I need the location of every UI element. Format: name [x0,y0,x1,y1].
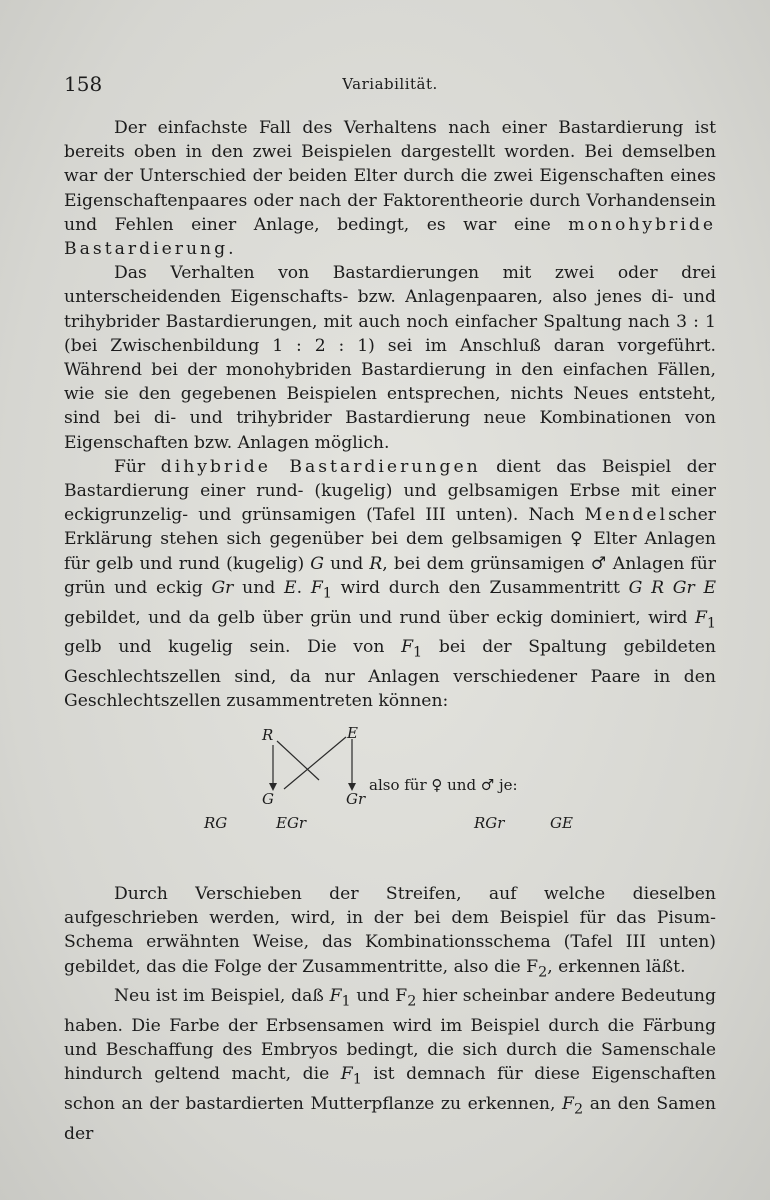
text-run: Neu ist im Beispiel, daß [114,986,330,1007]
italic-symbol: G R Gr E [628,577,717,598]
body-text-lower [64,882,716,1146]
combination-egr: EGr [276,814,307,833]
page-header [64,72,716,96]
italic-symbol: F [694,607,707,628]
body-text-upper [64,116,716,833]
text-run: Für [114,456,161,477]
text-run: , bei dem grünsamigen ♂ Anlagen für grün und eckig [64,553,716,598]
page-number: 158 [64,72,103,96]
subscript: 2 [538,964,548,981]
text-run: und [324,553,370,574]
subscript: 2 [573,1101,584,1118]
subscript: 1 [341,993,351,1010]
spaced-term: monohybride Bastardierung [64,214,716,260]
text-run: wird durch den Zusammentritt [331,577,629,598]
italic-symbol: Gr [211,577,234,598]
combination-rg: RG [204,814,228,833]
line-e-to-g [284,737,346,789]
subscript: 1 [413,644,423,661]
subscript: 1 [352,1071,362,1088]
text-run: und [233,577,285,598]
text-run: Durch Verschieben der Streifen, auf welche dieselben aufgeschrieben werden, wird, in der bei dem Beispiel für das Pisum-Schema erwähnten Weise, das Kombinationsschema (Tafel III unten) gebildet, das die Folge der Zusammentritte, also die F [64,884,716,977]
text-run: scher Erklärung stehen sich gegenüber bei dem gelbsamigen ♀ Elter Anlagen für gelb und rund (kugelig) [64,505,716,574]
spaced-name: Mendel [584,505,669,526]
text-run: bei der Spaltung gebildeten Geschlechtszellen sind, da nur Anlagen verschiedener Paare in den Geschlechtszellen zusammentreten können: [64,637,716,711]
text-run: hier scheinbar andere Bedeutung haben. Die Farbe der Erbsensamen wird im Beispiel durch die Färbung und Beschaffung des Embryos bedingt, die sich durch die Samenschale hindurch geltend macht, die [64,986,716,1085]
text-run: Der einfachste Fall des Verhaltens nach einer Bastardierung ist bereits oben in den zwei Beispielen dargestellt worden. Bei demselben war der Unterschied der beiden Elter durch die zwei Eigenschaften eines Eigenschaftenpaares oder nach der Faktorentheorie durch Vorhandensein und Fehlen einer Anlage, bedingt, es war eine [64,118,716,235]
text-run: ist demnach für diese Eigenschaften schon an der bastardierten Mutterpflanze zu erkennen, [64,1064,716,1114]
subscript: 1 [322,585,332,602]
paragraph-4 [64,882,716,984]
combination-ge: GE [550,814,573,833]
text-run: . [296,577,311,598]
diagram-label-gr: Gr [346,790,366,809]
paragraph-3 [64,455,716,713]
diagram-label-g: G [262,790,274,809]
running-title: Variabilität. [342,75,438,93]
subscript: 1 [706,614,716,631]
italic-symbol: G [310,553,325,574]
italic-symbol: F [310,577,323,598]
spaced-term: dihybride Bastardierungen [160,456,481,477]
text-run: . [228,239,234,260]
italic-symbol: F [329,986,342,1007]
text-run: , erkennen läßt. [547,956,686,977]
italic-symbol: F [401,637,414,658]
text-run: gebildet, und da gelb über grün und rund über eckig dominiert, wird [64,607,695,628]
paragraph-2 [64,261,716,455]
italic-symbol: F [340,1064,353,1085]
text-run: gelb und kugelig sein. Die von [64,637,402,658]
text-run: Das Verhalten von Bastardierungen mit zwei oder drei unterscheidenden Eigenschafts- bzw. Anlagenpaaren, also jenes di- und trihybrider Bastardierungen, mit auch noch einfacher Spaltung nach 3 : 1 (bei Zwischenbildung 1 : 2 : 1) sei im Anschluß daran vorgeführt. Während bei der monohybriden Bastardierung in den einfachen Fällen, wie sie den gegebenen Beispielen entsprechen, nichts Neues entsteht, sind bei di- und trihybrider Bastardierung neue Kombinationen von Eigenschaften bzw. Anlagen möglich. [64,263,716,453]
paragraph-1 [64,116,716,261]
line-r-to-gr [277,741,319,780]
subscript: 2 [407,993,417,1010]
italic-symbol: R [369,553,383,574]
text-run: und F [350,986,408,1007]
diagram-caption: also für ♀ und ♂ je: [369,776,518,795]
paragraph-5 [64,984,716,1146]
italic-symbol: E [284,577,297,598]
italic-symbol: F [562,1093,574,1114]
text-run: an den Samen der [64,1093,716,1144]
text-run: dient das Beispiel der Bastardierung einer rund- (kugelig) und gelbsamigen Erbse mit einer eckigrunzelig- und grünsamigen (Tafel III unten). Nach [64,456,716,526]
combination-rgr: RGr [474,814,505,833]
diagram-label-e: E [347,724,358,743]
diagram-label-r: R [262,726,274,745]
gamete-diagram [64,713,716,833]
